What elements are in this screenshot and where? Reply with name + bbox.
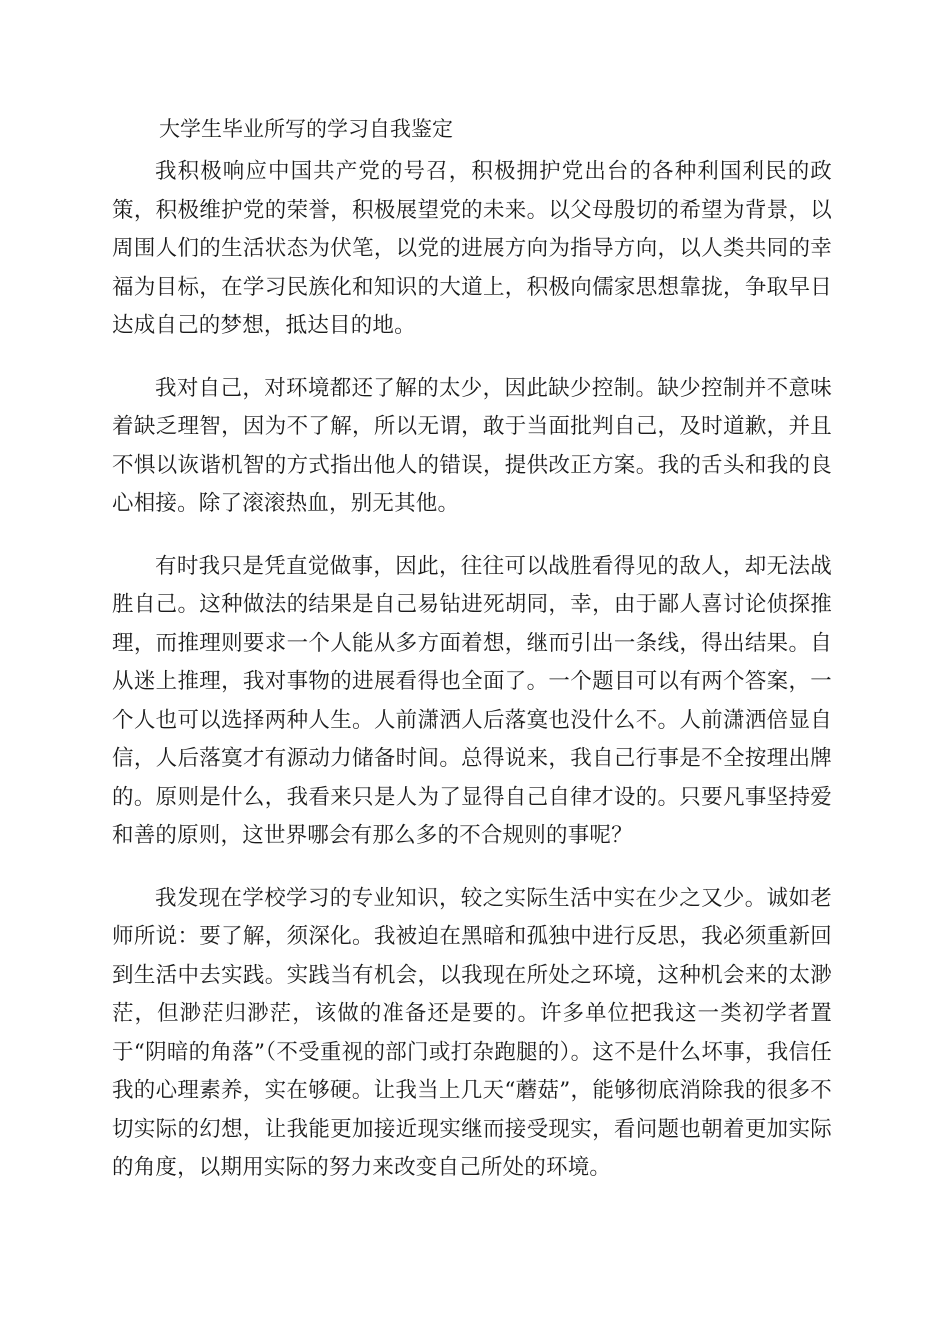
- paragraph-4: 我发现在学校学习的专业知识，较之实际生活中实在少之又少。诚如老师所说：要了解，须深化。我被迫在黑暗和孤独中进行反思，我必须重新回到生活中去实践。实践当有机会，以我现在所处之环境，这种机会来的太渺茫，但渺茫归渺茫，该做的准备还是要的。许多单位把我这一类初学者置于“阴暗的角落”（不受重视的部门或打杂跑腿的）。这不是什么坏事，我信任我的心理素养，实在够硬。让我当上几天“蘑菇”，能够彻底消除我的很多不切实际的幻想，让我能更加接近现实继而接受现实，看问题也朝着更加实际的角度，以期用实际的努力来改变自己所处的环境。: [112, 885, 832, 1180]
- document-title: 大学生毕业所写的学习自我鉴定: [159, 117, 453, 141]
- paragraph-1: 我积极响应中国共产党的号召，积极拥护党出台的各种利国利民的政策，积极维护党的荣誉，积极展望党的未来。以父母殷切的希望为背景，以周围人们的生活状态为伏笔，以党的进展方向为指导方向，以人类共同的幸福为目标，在学习民族化和知识的大道上，积极向儒家思想靠拢，争取早日达成自己的梦想，抵达目的地。: [112, 159, 832, 338]
- paragraph-2: 我对自己，对环境都还了解的太少，因此缺少控制。缺少控制并不意味着缺乏理智，因为不了解，所以无谓，敢于当面批判自己，及时道歉，并且不惧以诙谐机智的方式指出他人的错误，提供改正方案。我的舌头和我的良心相接。除了滚滚热血，别无其他。: [112, 375, 832, 516]
- document-body: [112, 153, 832, 1212]
- paragraph-3: 有时我只是凭直觉做事，因此，往往可以战胜看得见的敌人，却无法战胜自己。这种做法的结果是自己易钻进死胡同，幸，由于鄙人喜讨论侦探推理，而推理则要求一个人能从多方面着想，继而引出一条线，得出结果。自从迷上推理，我对事物的进展看得也全面了。一个题目可以有两个答案，一个人也可以选择两种人生。人前潇洒人后落寞也没什么不。人前潇洒倍显自信，人后落寞才有源动力储备时间。总得说来，我自己行事是不全按理出牌的。原则是什么，我看来只是人为了显得自己自律才设的。只要凡事坚持爱和善的原则，这世界哪会有那么多的不合规则的事呢？: [112, 553, 832, 848]
